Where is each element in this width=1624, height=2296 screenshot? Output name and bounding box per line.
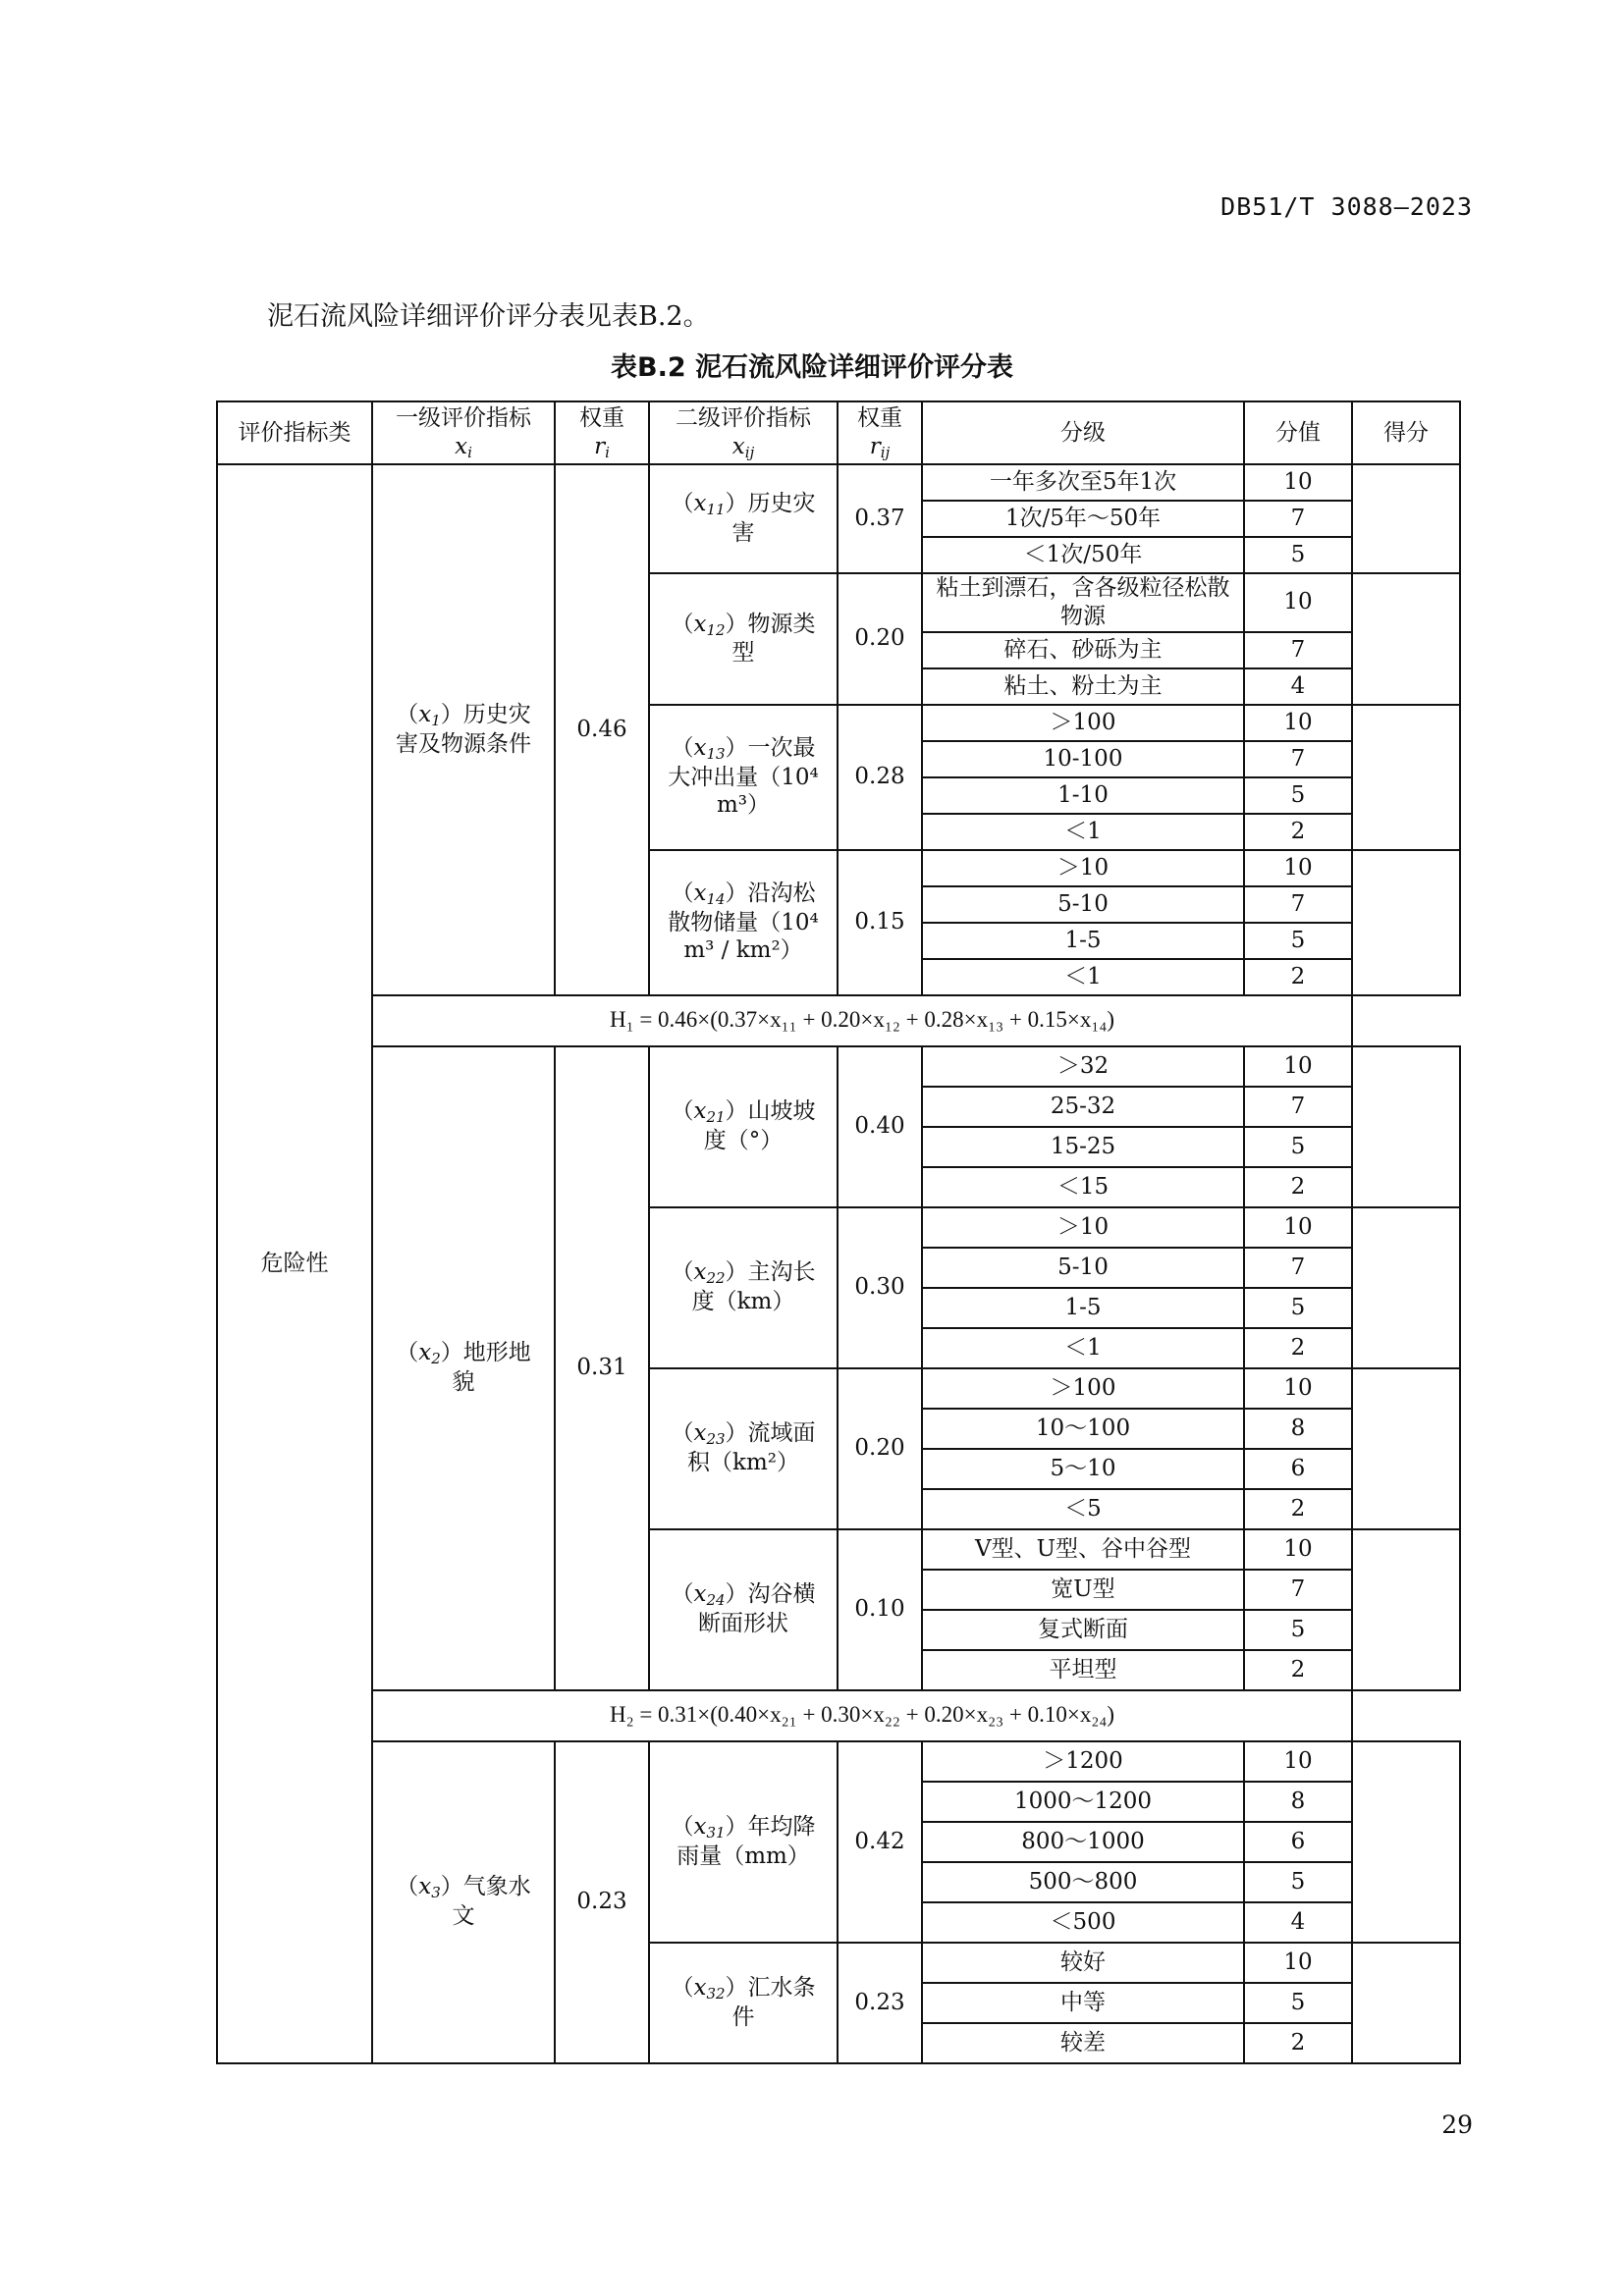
grade-label: 25-32 xyxy=(922,1087,1244,1127)
score-cell xyxy=(1352,1207,1460,1368)
level1-subscript: 2 xyxy=(431,1350,441,1368)
score-cell xyxy=(1352,1741,1460,1943)
level2-indicator: $(x_{23})$流域面 积（km²） xyxy=(649,1368,838,1529)
header-level1: 一级评价指标 $x_i$ xyxy=(372,401,555,464)
indicator-subscript: 24 xyxy=(706,1591,726,1610)
grade-label: 碎石、砂砾为主 xyxy=(922,632,1244,668)
grade-label: 15-25 xyxy=(922,1127,1244,1167)
grade-label: 1-10 xyxy=(922,777,1244,814)
grade-label: 1-5 xyxy=(922,1288,1244,1328)
indicator-subscript: 23 xyxy=(706,1430,726,1449)
indicator-subscript: 22 xyxy=(706,1269,726,1288)
grade-value: 10 xyxy=(1244,464,1352,501)
grade-label: V型、U型、谷中谷型 xyxy=(922,1529,1244,1570)
grade-row xyxy=(217,1741,1460,1782)
header-category: 评价指标类 xyxy=(217,401,372,464)
indicator-symbol: x xyxy=(693,1420,707,1447)
grade-value: 2 xyxy=(1244,1167,1352,1207)
score-cell xyxy=(1352,464,1460,573)
level2-weight: 0.20 xyxy=(838,1368,922,1529)
grade-label: ＜500 xyxy=(922,1902,1244,1943)
grade-value: 10 xyxy=(1244,573,1352,632)
grade-value: 7 xyxy=(1244,1248,1352,1288)
category-cell: 危险性 xyxy=(217,464,372,2063)
grade-value: 5 xyxy=(1244,537,1352,573)
level2-indicator: $(x_{11})$历史灾 害 xyxy=(649,464,838,573)
level1-indicator: $(x_2)$地形地 貌 xyxy=(372,1046,555,1690)
indicator-subscript: 14 xyxy=(706,889,726,908)
score-cell xyxy=(1352,1046,1460,1207)
header-weight1: 权重 $r_i$ xyxy=(555,401,649,464)
grade-label: ＜1 xyxy=(922,1328,1244,1368)
indicator-subscript: 13 xyxy=(706,744,726,763)
scoring-table xyxy=(216,400,1461,2064)
formula-row xyxy=(217,1690,1460,1741)
grade-label: ＜1次/50年 xyxy=(922,537,1244,573)
indicator-name-cont: 雨量（mm） xyxy=(677,1842,810,1869)
level2-weight: 0.37 xyxy=(838,464,922,573)
level1-subscript: 1 xyxy=(431,712,441,729)
grade-value: 6 xyxy=(1244,1822,1352,1862)
indicator-name-cont: 度（km） xyxy=(691,1289,795,1314)
level1-subscript: 3 xyxy=(431,1884,441,1902)
level2-weight: 0.20 xyxy=(838,573,922,705)
grade-value: 5 xyxy=(1244,777,1352,814)
level2-indicator: $(x_{13})$一次最 大冲出量（10⁴ m³） xyxy=(649,705,838,850)
formula-cell: H₁ = 0.46×(0.37×x₁₁ + 0.20×x₁₂ + 0.28×x₁₃ + 0.15×x₁₄) xyxy=(372,995,1352,1046)
grade-value: 7 xyxy=(1244,1087,1352,1127)
grade-label: 较好 xyxy=(922,1943,1244,1983)
header-grade: 分级 xyxy=(922,401,1244,464)
grade-value: 10 xyxy=(1244,705,1352,741)
level1-name: 气象水 xyxy=(462,1874,531,1900)
grade-label: ＜1 xyxy=(922,959,1244,995)
grade-value: 7 xyxy=(1244,886,1352,923)
grade-label: 1-5 xyxy=(922,923,1244,959)
grade-label: ＜15 xyxy=(922,1167,1244,1207)
grade-label: 中等 xyxy=(922,1983,1244,2023)
indicator-name-cont: 断面形状 xyxy=(698,1611,788,1636)
indicator-name-cont: 大冲出量（10⁴ m³） xyxy=(668,764,819,819)
grade-label: 5～10 xyxy=(922,1449,1244,1489)
indicator-name: 一次最 xyxy=(747,734,816,761)
grade-label: 较差 xyxy=(922,2023,1244,2063)
indicator-name: 汇水条 xyxy=(747,1974,816,2001)
level1-weight: 0.31 xyxy=(555,1046,649,1690)
grade-label: 500～800 xyxy=(922,1862,1244,1902)
grade-value: 10 xyxy=(1244,1943,1352,1983)
grade-value: 7 xyxy=(1244,741,1352,777)
grade-value: 7 xyxy=(1244,501,1352,537)
indicator-name-cont: 害 xyxy=(731,520,755,546)
indicator-name-cont: 积（km²） xyxy=(687,1450,799,1475)
page-number: 29 xyxy=(1441,2110,1473,2139)
indicator-name: 流域面 xyxy=(747,1420,816,1447)
level2-weight: 0.40 xyxy=(838,1046,922,1207)
grade-value: 5 xyxy=(1244,923,1352,959)
level2-weight: 0.23 xyxy=(838,1943,922,2063)
grade-value: 2 xyxy=(1244,2023,1352,2063)
indicator-subscript: 32 xyxy=(706,1984,726,2002)
table-caption: 表B.2 泥石流风险详细评价评分表 xyxy=(610,352,1014,383)
intro-text: 泥石流风险详细评价评分表见表B.2。 xyxy=(267,301,710,332)
level2-indicator: $(x_{12})$物源类 型 xyxy=(649,573,838,705)
header-weight2: 权重 $r_{ij}$ xyxy=(838,401,922,464)
grade-label: 10～100 xyxy=(922,1409,1244,1449)
grade-label: ＞100 xyxy=(922,1368,1244,1409)
grade-value: 5 xyxy=(1244,1288,1352,1328)
level2-indicator: $(x_{24})$沟谷横 断面形状 xyxy=(649,1529,838,1690)
level2-weight: 0.15 xyxy=(838,850,922,995)
grade-value: 2 xyxy=(1244,814,1352,850)
level2-indicator: $(x_{32})$汇水条 件 xyxy=(649,1943,838,2063)
grade-label: 宽U型 xyxy=(922,1570,1244,1610)
grade-label: 5-10 xyxy=(922,1248,1244,1288)
level2-weight: 0.30 xyxy=(838,1207,922,1368)
level2-indicator: $(x_{31})$年均降 雨量（mm） xyxy=(649,1741,838,1943)
indicator-symbol: x xyxy=(693,611,707,637)
grade-value: 5 xyxy=(1244,1983,1352,2023)
indicator-name: 主沟长 xyxy=(747,1259,816,1286)
indicator-name: 物源类 xyxy=(747,611,816,637)
grade-value: 4 xyxy=(1244,668,1352,705)
indicator-symbol: x xyxy=(693,880,707,906)
indicator-name: 沿沟松 xyxy=(747,880,816,906)
level1-weight: 0.46 xyxy=(555,464,649,995)
indicator-symbol: x xyxy=(693,734,707,761)
grade-label: 粘土、粉土为主 xyxy=(922,668,1244,705)
level2-weight: 0.28 xyxy=(838,705,922,850)
grade-label: 复式断面 xyxy=(922,1610,1244,1650)
grade-label: 800～1000 xyxy=(922,1822,1244,1862)
grade-label: 粘土到漂石，含各级粒径松散物源 xyxy=(922,573,1244,632)
indicator-symbol: x xyxy=(693,1974,707,2001)
indicator-subscript: 31 xyxy=(706,1823,726,1842)
level1-name: 地形地 xyxy=(462,1340,531,1366)
score-cell xyxy=(1352,573,1460,705)
indicator-symbol: x xyxy=(693,491,707,517)
level1-indicator: $(x_3)$气象水 文 xyxy=(372,1741,555,2063)
grade-label: ＞100 xyxy=(922,705,1244,741)
grade-label: 10-100 xyxy=(922,741,1244,777)
indicator-subscript: 12 xyxy=(706,620,726,639)
grade-value: 6 xyxy=(1244,1449,1352,1489)
grade-value: 2 xyxy=(1244,1328,1352,1368)
score-cell xyxy=(1352,705,1460,850)
indicator-name: 沟谷横 xyxy=(747,1581,816,1608)
grade-label: 5-10 xyxy=(922,886,1244,923)
score-cell xyxy=(1352,1943,1460,2063)
grade-label: ＞32 xyxy=(922,1046,1244,1087)
indicator-subscript: 21 xyxy=(706,1108,726,1127)
level1-symbol: x xyxy=(418,1340,432,1366)
grade-label: ＜5 xyxy=(922,1489,1244,1529)
grade-label: 1次/5年～50年 xyxy=(922,501,1244,537)
level2-indicator: $(x_{22})$主沟长 度（km） xyxy=(649,1207,838,1368)
grade-value: 5 xyxy=(1244,1862,1352,1902)
indicator-name-cont: 散物储量（10⁴ m³ / km²） xyxy=(668,909,819,964)
level1-weight: 0.23 xyxy=(555,1741,649,2063)
grade-value: 8 xyxy=(1244,1409,1352,1449)
indicator-name: 年均降 xyxy=(747,1813,816,1840)
score-cell xyxy=(1352,1529,1460,1690)
score-cell xyxy=(1352,850,1460,995)
header-value: 分值 xyxy=(1244,401,1352,464)
grade-value: 5 xyxy=(1244,1127,1352,1167)
indicator-name-cont: 度（°） xyxy=(703,1128,784,1153)
grade-label: ＞1200 xyxy=(922,1741,1244,1782)
grade-value: 5 xyxy=(1244,1610,1352,1650)
document-code: DB51/T 3088—2023 xyxy=(1220,192,1473,221)
formula-row xyxy=(217,995,1460,1046)
grade-value: 10 xyxy=(1244,1368,1352,1409)
grade-row xyxy=(217,464,1460,501)
level1-symbol: x xyxy=(418,702,432,727)
grade-value: 10 xyxy=(1244,1207,1352,1248)
grade-value: 2 xyxy=(1244,1489,1352,1529)
level1-name: 历史灾 xyxy=(462,702,531,727)
indicator-symbol: x xyxy=(693,1098,707,1125)
indicator-name-cont: 件 xyxy=(731,2003,755,2030)
grade-label: 平坦型 xyxy=(922,1650,1244,1690)
header-score: 得分 xyxy=(1352,401,1460,464)
indicator-symbol: x xyxy=(693,1259,707,1286)
grade-value: 2 xyxy=(1244,959,1352,995)
indicator-symbol: x xyxy=(693,1813,707,1840)
level1-name-cont: 貌 xyxy=(452,1369,475,1395)
header-level2: 二级评价指标 $x_{ij}$ xyxy=(649,401,838,464)
level1-symbol: x xyxy=(418,1874,432,1900)
level2-indicator: $(x_{14})$沿沟松 散物储量（10⁴ m³ / km²） xyxy=(649,850,838,995)
level1-name-cont: 害及物源条件 xyxy=(396,730,531,757)
grade-label: ＞10 xyxy=(922,1207,1244,1248)
level2-weight: 0.10 xyxy=(838,1529,922,1690)
grade-label: ＜1 xyxy=(922,814,1244,850)
grade-value: 10 xyxy=(1244,850,1352,886)
level2-indicator: $(x_{21})$山坡坡 度（°） xyxy=(649,1046,838,1207)
grade-label: 一年多次至5年1次 xyxy=(922,464,1244,501)
grade-value: 8 xyxy=(1244,1782,1352,1822)
grade-value: 2 xyxy=(1244,1650,1352,1690)
indicator-name: 历史灾 xyxy=(747,491,816,517)
grade-value: 10 xyxy=(1244,1529,1352,1570)
level2-weight: 0.42 xyxy=(838,1741,922,1943)
grade-value: 4 xyxy=(1244,1902,1352,1943)
indicator-subscript: 11 xyxy=(706,501,726,519)
level1-name-cont: 文 xyxy=(452,1903,475,1929)
indicator-name: 山坡坡 xyxy=(747,1098,816,1125)
score-cell xyxy=(1352,1368,1460,1529)
indicator-symbol: x xyxy=(693,1581,707,1608)
grade-value: 7 xyxy=(1244,632,1352,668)
grade-value: 10 xyxy=(1244,1741,1352,1782)
grade-value: 7 xyxy=(1244,1570,1352,1610)
grade-label: 1000～1200 xyxy=(922,1782,1244,1822)
indicator-name-cont: 型 xyxy=(731,640,755,667)
grade-value: 10 xyxy=(1244,1046,1352,1087)
level1-indicator: $(x_1)$历史灾 害及物源条件 xyxy=(372,464,555,995)
grade-row xyxy=(217,1046,1460,1087)
formula-cell: H₂ = 0.31×(0.40×x₂₁ + 0.30×x₂₂ + 0.20×x₂₃ + 0.10×x₂₄) xyxy=(372,1690,1352,1741)
grade-label: ＞10 xyxy=(922,850,1244,886)
header-row xyxy=(217,401,1460,464)
